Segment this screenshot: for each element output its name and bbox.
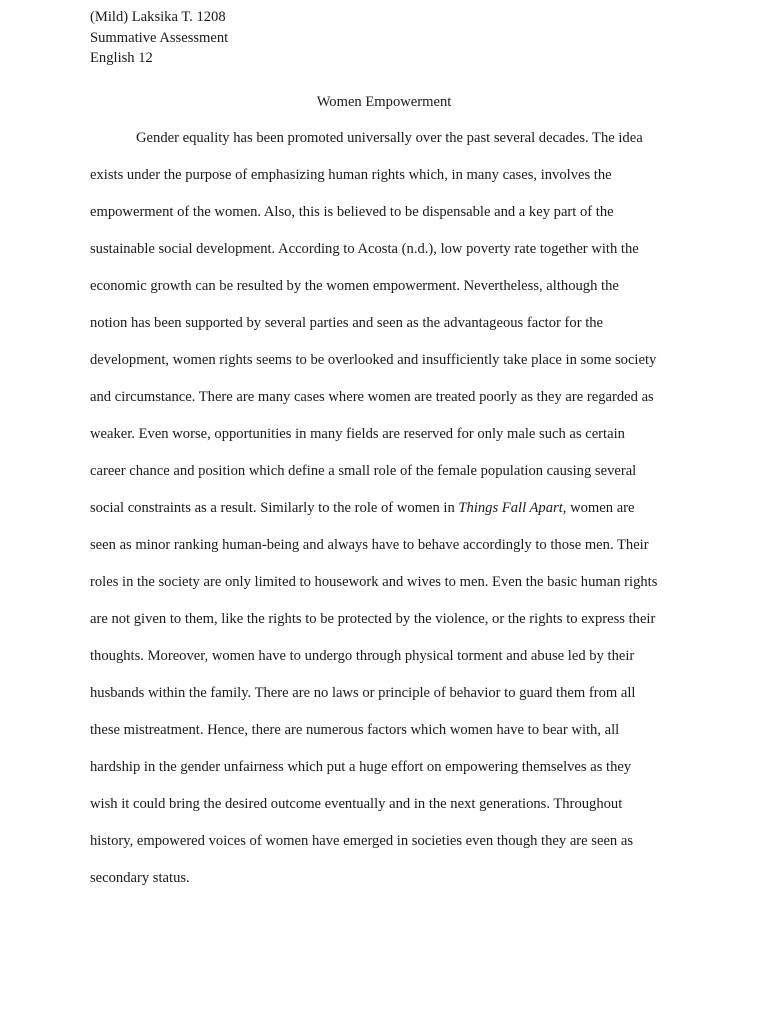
paragraph-line-17: these mistreatment. Hence, there are numerous factors which women have to bear with, all (90, 722, 620, 738)
paragraph-line-10: career chance and position which define a small role of the female population causing several (90, 463, 637, 479)
document-header (90, 7, 228, 69)
book-title-italic: Things Fall Apart, (458, 500, 567, 516)
paragraph-line-6: notion has been supported by several parties and seen as the advantageous factor for the (90, 315, 604, 331)
paragraph-line-3: empowerment of the women. Also, this is believed to be dispensable and a key part of the (90, 204, 614, 220)
paragraph-line-16: husbands within the family. There are no laws or principle of behavior to guard them from all (90, 685, 636, 701)
paragraph-line-15: thoughts. Moreover, women have to undergo through physical torment and abuse led by their (90, 648, 635, 664)
paragraph-line-18: hardship in the gender unfairness which put a huge effort on empowering themselves as they (90, 759, 632, 775)
paragraph-line-9: weaker. Even worse, opportunities in many fields are reserved for only male such as certain (90, 426, 625, 442)
paragraph-line-1: Gender equality has been promoted universally over the past several decades. The idea (136, 130, 643, 146)
paragraph-line-2: exists under the purpose of emphasizing human rights which, in many cases, involves the (90, 167, 612, 183)
paragraph-line-4: sustainable social development. According to Acosta (n.d.), low poverty rate together with the (90, 241, 639, 257)
paragraph-line-21: secondary status. (90, 870, 190, 886)
paragraph-line-14: are not given to them, like the rights to be protected by the violence, or the rights to express their (90, 611, 656, 627)
paragraph-line-12: seen as minor ranking human-being and always have to behave accordingly to those men. Their (90, 537, 649, 553)
paragraph-line-13: roles in the society are only limited to housework and wives to men. Even the basic human rights (90, 574, 658, 590)
paragraph-line-5: economic growth can be resulted by the women empowerment. Nevertheless, although the (90, 278, 619, 294)
class-line: English 12 (90, 50, 153, 66)
paragraph-line-20: history, empowered voices of women have emerged in societies even though they are seen as (90, 833, 634, 849)
paragraph-line-11 (90, 498, 635, 518)
paragraph-line-8: and circumstance. There are many cases where women are treated poorly as they are regarded as (90, 389, 654, 405)
paragraph-line-19: wish it could bring the desired outcome eventually and in the next generations. Throughout (90, 796, 623, 812)
paragraph-line-7: development, women rights seems to be overlooked and insufficiently take place in some society (90, 352, 657, 368)
essay-title: Women Empowerment (316, 94, 452, 110)
assessment-line: Summative Assessment (90, 29, 229, 46)
line-11-text-before: social constraints as a result. Similarly to the role of women in (90, 500, 455, 516)
line-11-text-after: women are (570, 500, 635, 516)
student-name-line: (Mild) Laksika T. 1208 (90, 9, 226, 25)
